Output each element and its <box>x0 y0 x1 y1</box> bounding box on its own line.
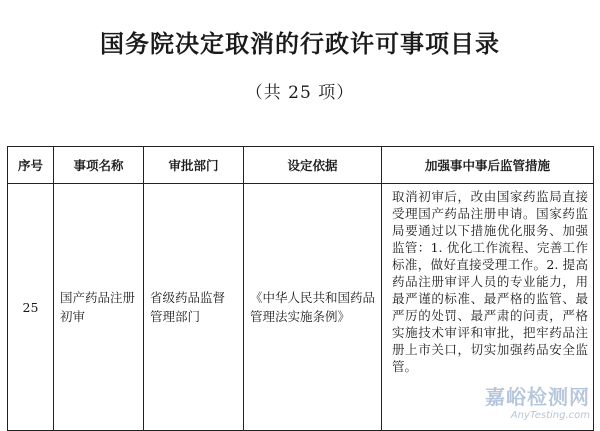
header-dept: 审批部门 <box>144 147 244 184</box>
cell-no: 25 <box>8 184 54 431</box>
cell-dept: 省级药品监督管理部门 <box>144 184 244 431</box>
cell-basis: 《中华人民共和国药品管理法实施条例》 <box>244 184 382 431</box>
header-basis: 设定依据 <box>244 147 382 184</box>
header-name: 事项名称 <box>54 147 144 184</box>
document-subtitle: （共 25 项） <box>245 83 355 103</box>
cell-measures: 取消初审后，改由国家药监局直接受理国产药品注册申请。国家药监局要通过以下措施优化服务、加强监管：1. 优化工作流程、完善工作标准，做好直接受理工作。2. 提高药品注册审评人员的专业能力，用最严谨的标准、最严格的监管、最严厉的处罚、最严肃的问责，严格实施技术审评和审批，把牢药品注册上市关口，切实加强药品安全监管。 <box>382 184 594 431</box>
site-watermark <box>485 381 590 421</box>
table-header <box>8 147 594 184</box>
watermark-cn: 嘉峪检测网 <box>485 385 590 409</box>
header-row <box>8 147 594 184</box>
cell-name: 国产药品注册初审 <box>54 184 144 431</box>
document-title: 国务院决定取消的行政许可事项目录 <box>100 29 500 58</box>
watermark-en: AnyTesting.com <box>510 410 590 421</box>
header-no: 序号 <box>8 147 54 184</box>
header-measures: 加强事中事后监管措施 <box>382 147 594 184</box>
